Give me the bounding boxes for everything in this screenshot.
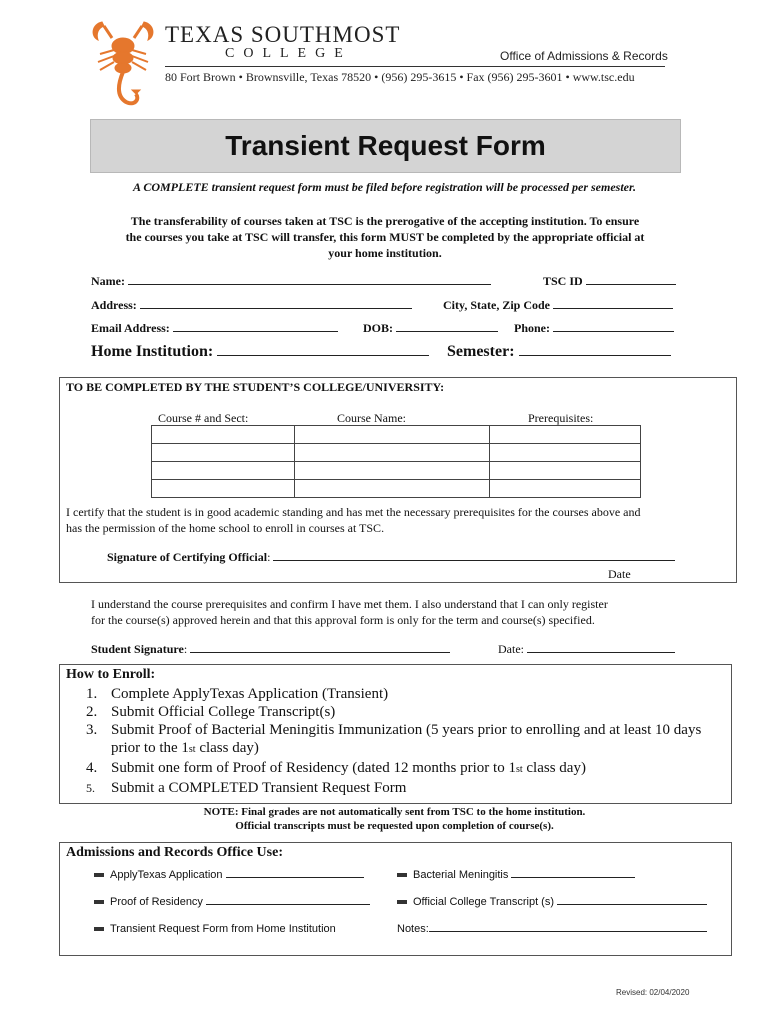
list-item <box>86 759 701 779</box>
student-signature-line[interactable] <box>190 652 450 653</box>
dob-field[interactable] <box>363 321 498 336</box>
list-text: class day) <box>522 760 586 776</box>
semester-label: Semester: <box>447 343 515 360</box>
home-institution-label: Home Institution: <box>91 343 214 360</box>
list-number: 3. <box>86 722 98 738</box>
table-row <box>152 444 641 462</box>
table-cell[interactable] <box>295 426 490 444</box>
table-row <box>152 426 641 444</box>
tsc-id-label: TSC ID <box>543 274 583 288</box>
city-state-zip-label: City, State, Zip Code <box>443 298 551 312</box>
list-number: 2. <box>86 704 98 720</box>
transient-form-label: Transient Request Form from Home Institution <box>110 923 336 935</box>
list-text: Submit Proof of Bacterial Meningitis Immunization (5 years prior to enrolling and at least 10 days <box>111 722 702 738</box>
certify-line: I certify that the student is in good academic standing and has met the necessary prerequisites for the courses above and <box>66 505 641 519</box>
list-text: Complete ApplyTexas Application (Transient) <box>111 686 389 702</box>
certifying-signature-field[interactable] <box>107 549 675 565</box>
student-date-label: Date: <box>498 642 524 656</box>
notes-label: Notes: <box>397 923 429 935</box>
address-label: Address: <box>91 298 137 312</box>
institution-name: TEXAS SOUTHMOST <box>165 22 401 47</box>
form-subtitle: A COMPLETE transient request form must be filed before registration will be processed per semester. <box>133 180 636 194</box>
enroll-list <box>86 685 701 797</box>
checkbox-icon[interactable] <box>397 873 407 877</box>
phone-field[interactable] <box>514 321 674 336</box>
checkbox-icon[interactable] <box>94 927 104 931</box>
table-cell[interactable] <box>490 462 641 480</box>
applytexas-label: ApplyTexas Application <box>110 869 223 881</box>
meningitis-line[interactable] <box>511 877 635 878</box>
table-cell[interactable] <box>152 426 295 444</box>
superscript: st <box>188 744 196 755</box>
list-text: Submit Official College Transcript(s) <box>111 704 336 720</box>
intro-line: the courses you take at TSC will transfer, this form MUST be completed by the appropriate official at <box>125 230 645 244</box>
courses-table <box>151 425 641 498</box>
applytexas-line[interactable] <box>226 877 364 878</box>
form-title: Transient Request Form <box>225 130 546 161</box>
note-line: Official transcripts must be requested upon completion of course(s). <box>235 820 554 832</box>
address-line: 80 Fort Brown • Brownsville, Texas 78520 • (956) 295-3615 • Fax (956) 295-3601 • www.tsc.edu <box>165 70 635 84</box>
list-text: Submit one form of Proof of Residency (dated 12 months prior to 1 <box>111 760 516 776</box>
table-row <box>152 480 641 498</box>
checkbox-icon[interactable] <box>397 900 407 904</box>
student-acknowledgement <box>91 596 731 628</box>
certify-line: has the permission of the home school to enroll in courses at TSC. <box>66 521 385 535</box>
ack-line: I understand the course prerequisites and confirm I have met them. I also understand that I can only register <box>91 597 608 611</box>
name-field[interactable] <box>91 274 491 289</box>
phone-line[interactable] <box>553 331 674 332</box>
list-number: 1. <box>86 686 98 702</box>
table-cell[interactable] <box>295 462 490 480</box>
header-divider <box>165 66 665 67</box>
table-cell[interactable] <box>295 480 490 498</box>
table-cell[interactable] <box>490 444 641 462</box>
tsc-id-field[interactable] <box>543 274 676 289</box>
table-row <box>152 462 641 480</box>
list-item <box>86 739 701 759</box>
meningitis-label: Bacterial Meningitis <box>413 869 509 881</box>
checkbox-icon[interactable] <box>94 873 104 877</box>
office-name: Office of Admissions & Records <box>500 49 668 63</box>
phone-label: Phone: <box>514 321 550 335</box>
scorpion-logo-icon <box>88 14 158 109</box>
column-header: Course Name: <box>337 411 406 425</box>
meningitis-item[interactable] <box>397 869 635 881</box>
certifying-date-label: Date <box>608 567 631 581</box>
name-label: Name: <box>91 274 125 288</box>
transient-form-item[interactable] <box>94 923 336 935</box>
tsc-id-line[interactable] <box>586 284 676 285</box>
list-item <box>86 721 701 739</box>
residency-label: Proof of Residency <box>110 896 203 908</box>
title-bar <box>90 119 681 173</box>
list-text: class day) <box>195 740 259 756</box>
table-cell[interactable] <box>295 444 490 462</box>
column-header: Course # and Sect: <box>158 411 249 425</box>
address-field[interactable] <box>91 298 412 313</box>
student-signature-field[interactable] <box>91 641 450 657</box>
superscript: st <box>515 764 523 775</box>
dob-line[interactable] <box>396 331 498 332</box>
college-section-heading: TO BE COMPLETED BY THE STUDENT’S COLLEGE/UNIVERSITY: <box>66 380 445 394</box>
checkbox-icon[interactable] <box>94 900 104 904</box>
list-number: 5. <box>86 781 95 795</box>
table-cell[interactable] <box>152 444 295 462</box>
intro-paragraph <box>80 213 690 261</box>
transcript-item[interactable] <box>397 896 707 908</box>
list-item <box>86 779 701 797</box>
table-cell[interactable] <box>490 480 641 498</box>
list-item <box>86 685 701 703</box>
residency-item[interactable] <box>94 896 370 908</box>
student-signature-colon: : <box>183 642 188 656</box>
admin-heading: Admissions and Records Office Use: <box>66 845 283 860</box>
certify-statement <box>66 504 731 536</box>
email-field[interactable] <box>91 321 338 336</box>
note <box>59 805 730 833</box>
semester-field[interactable] <box>447 343 671 361</box>
city-state-zip-line[interactable] <box>553 308 673 309</box>
applytexas-item[interactable] <box>94 869 364 881</box>
student-date-field[interactable] <box>498 641 675 657</box>
notes-field[interactable] <box>397 923 707 935</box>
email-label: Email Address: <box>91 321 170 335</box>
city-state-zip-field[interactable] <box>443 298 673 313</box>
transcript-label: Official College Transcript (s) <box>413 896 555 908</box>
certifying-signature-colon: : <box>267 550 271 564</box>
student-signature-label: Student Signature <box>91 642 184 656</box>
email-line[interactable] <box>173 331 338 332</box>
note-line: NOTE: Final grades are not automatically sent from TSC to the home institution. <box>203 806 586 818</box>
list-text: prior to the 1 <box>111 740 189 756</box>
certifying-signature-label: Signature of Certifying Official <box>107 550 268 564</box>
list-item <box>86 703 701 721</box>
certifying-signature-line[interactable] <box>273 560 675 561</box>
column-header: Prerequisites: <box>528 411 594 425</box>
name-line[interactable] <box>128 284 491 285</box>
table-cell[interactable] <box>152 462 295 480</box>
home-institution-line[interactable] <box>217 355 429 356</box>
dob-label: DOB: <box>363 321 393 335</box>
student-date-line[interactable] <box>527 652 675 653</box>
address-line-input[interactable] <box>140 308 412 309</box>
intro-line: your home institution. <box>328 246 442 260</box>
enroll-heading: How to Enroll: <box>66 667 156 682</box>
list-number: 4. <box>86 760 98 776</box>
table-cell[interactable] <box>152 480 295 498</box>
table-cell[interactable] <box>490 426 641 444</box>
revised-date: Revised: 02/04/2020 <box>616 988 690 997</box>
home-institution-field[interactable] <box>91 343 429 361</box>
college-word: COLLEGE <box>225 46 352 61</box>
residency-line[interactable] <box>206 904 370 905</box>
transcript-line[interactable] <box>557 904 707 905</box>
ack-line: for the course(s) approved herein and that this approval form is only for the term and course(s) specified. <box>91 613 595 627</box>
intro-line: The transferability of courses taken at TSC is the prerogative of the accepting institution. To ensure <box>130 214 640 228</box>
notes-line[interactable] <box>429 931 707 932</box>
list-text: Submit a COMPLETED Transient Request Form <box>111 780 407 796</box>
semester-line[interactable] <box>519 355 671 356</box>
